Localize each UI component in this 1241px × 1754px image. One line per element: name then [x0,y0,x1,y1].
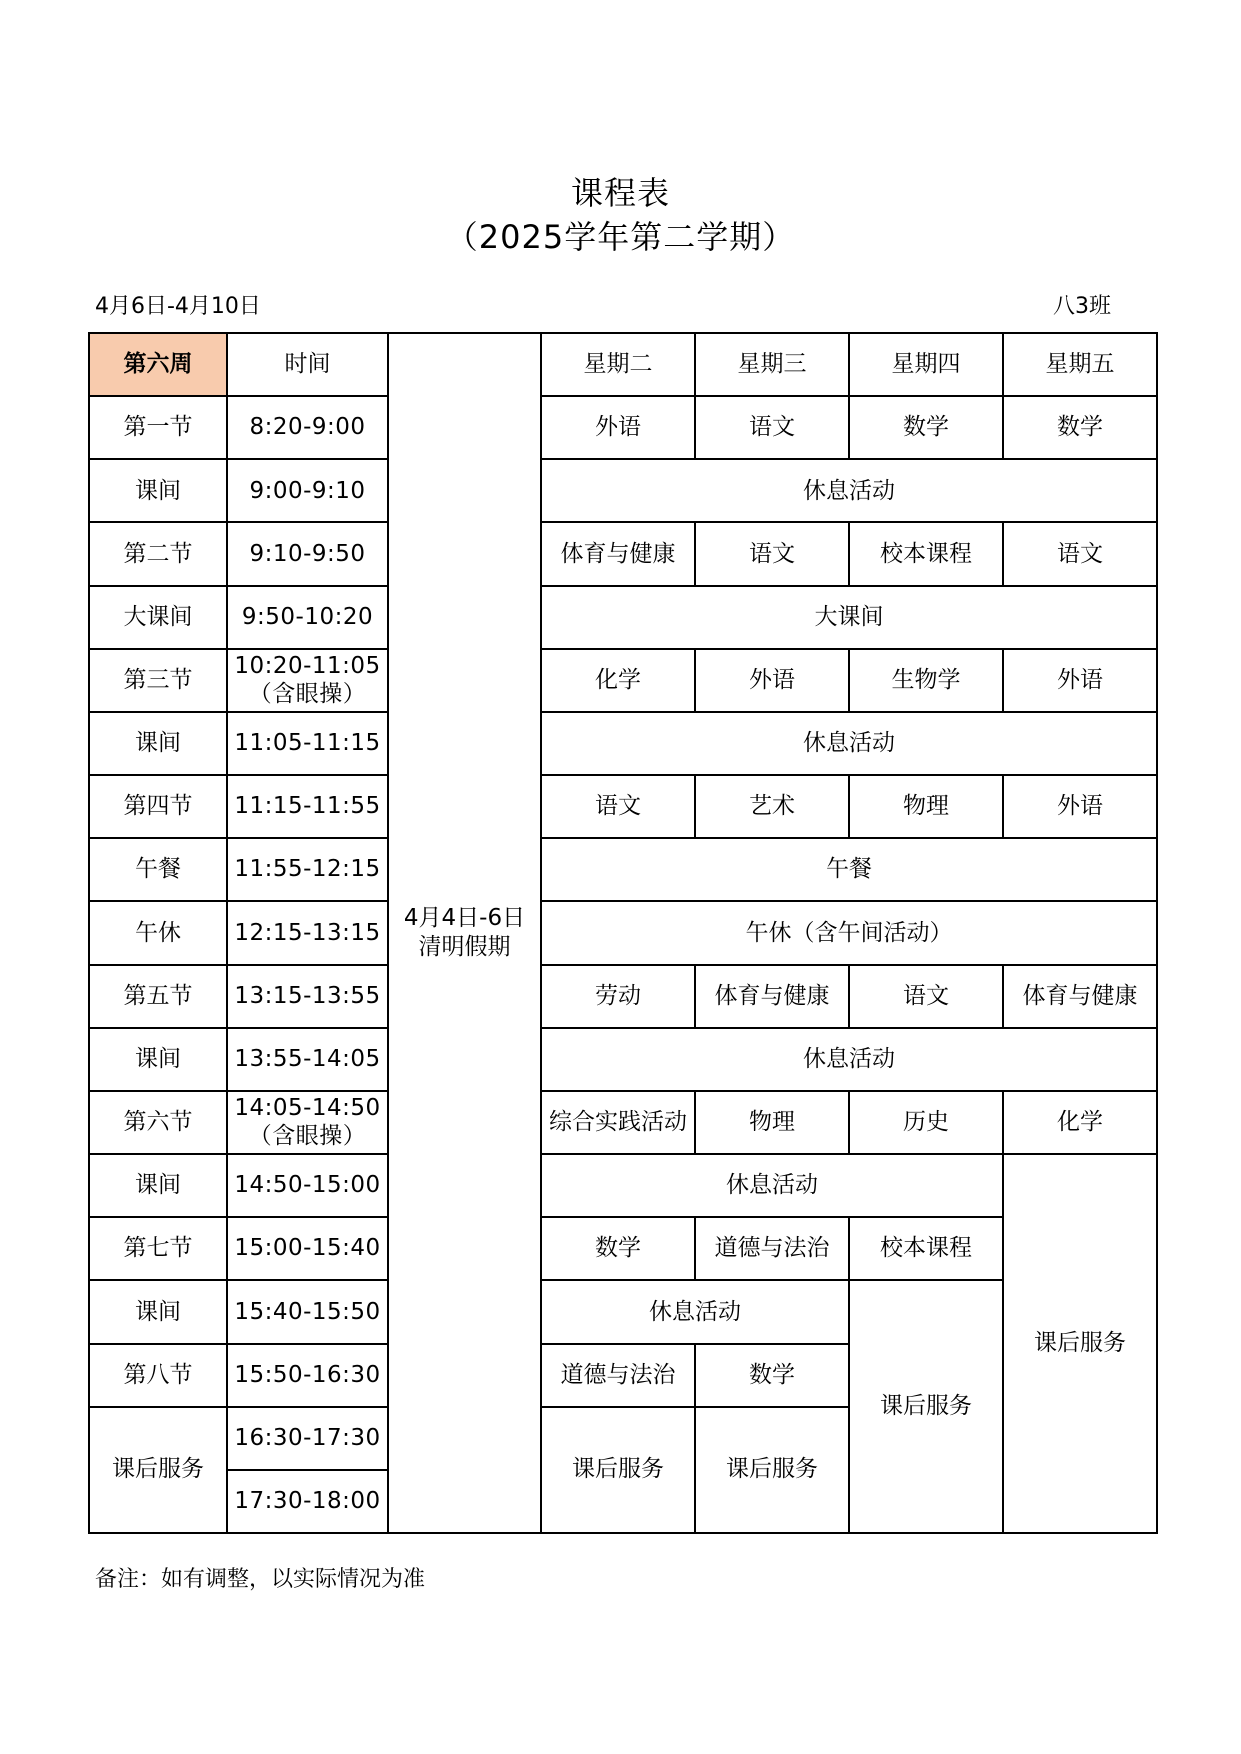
class-name: 八3班 [1053,294,1111,319]
period-time: 14:50-15:00 [227,1154,388,1217]
course-cell: 综合实践活动 [541,1091,695,1154]
after-school-service-cell: 课后服务 [695,1407,849,1533]
date-range: 4月6日-4月10日 [95,294,261,319]
period-label: 课间 [89,1028,227,1091]
period-time [227,1091,388,1154]
merged-activity-cell: 休息活动 [541,1028,1157,1091]
period-time-range: 10:20-11:05 [234,652,381,679]
table-row [89,712,1157,775]
course-cell: 校本课程 [849,1217,1003,1280]
merged-activity-cell: 休息活动 [541,459,1157,522]
period-time: 13:15-13:55 [227,965,388,1028]
table-row [89,1028,1157,1091]
table-row [89,775,1157,838]
merged-activity-cell: 大课间 [541,586,1157,649]
period-time: 15:40-15:50 [227,1280,388,1343]
course-cell: 数学 [695,1344,849,1407]
period-time: 11:05-11:15 [227,712,388,775]
period-time: 9:10-9:50 [227,522,388,585]
period-label: 第六节 [89,1091,227,1154]
table-row [89,1091,1157,1154]
course-cell: 外语 [1003,649,1157,712]
period-time-note: （含眼操） [248,1123,367,1150]
period-label: 第一节 [89,396,227,459]
period-time [227,649,388,712]
course-cell: 语文 [695,396,849,459]
table-row [89,522,1157,585]
merged-activity-cell: 休息活动 [541,712,1157,775]
after-school-service-cell: 课后服务 [541,1407,695,1533]
day-header: 星期四 [849,333,1003,396]
period-time: 12:15-13:15 [227,901,388,964]
course-cell: 化学 [541,649,695,712]
course-cell: 数学 [849,396,1003,459]
period-label: 课间 [89,1280,227,1343]
table-row [89,1280,1157,1343]
course-cell: 物理 [695,1091,849,1154]
period-label: 第七节 [89,1217,227,1280]
period-time: 16:30-17:30 [227,1407,388,1470]
page-subtitle: （2025学年第二学期） [445,218,796,256]
course-cell: 外语 [1003,775,1157,838]
course-cell: 外语 [541,396,695,459]
table-row [89,965,1157,1028]
merged-activity-cell: 午餐 [541,838,1157,901]
period-label: 第四节 [89,775,227,838]
course-cell: 体育与健康 [695,965,849,1028]
course-cell: 体育与健康 [541,522,695,585]
after-school-service-cell: 课后服务 [1003,1154,1157,1533]
period-label: 午休 [89,901,227,964]
period-time: 11:55-12:15 [227,838,388,901]
merged-activity-cell: 休息活动 [541,1280,849,1343]
course-cell: 数学 [541,1217,695,1280]
course-cell: 道德与法治 [541,1344,695,1407]
table-row [89,1217,1157,1280]
course-cell: 道德与法治 [695,1217,849,1280]
table-row [89,649,1157,712]
period-time: 9:00-9:10 [227,459,388,522]
course-cell: 校本课程 [849,522,1003,585]
course-cell: 语文 [541,775,695,838]
period-label: 大课间 [89,586,227,649]
day-header: 星期二 [541,333,695,396]
course-cell: 语文 [1003,522,1157,585]
period-label: 课间 [89,459,227,522]
period-time: 17:30-18:00 [227,1470,388,1533]
table-header-row [89,333,1157,396]
course-cell: 历史 [849,1091,1003,1154]
period-label: 课间 [89,1154,227,1217]
week-label: 第六周 [89,333,227,396]
course-cell: 化学 [1003,1091,1157,1154]
day-header: 星期五 [1003,333,1157,396]
footer-note: 备注：如有调整，以实际情况为准 [95,1567,426,1592]
table-row [89,396,1157,459]
course-cell: 语文 [849,965,1003,1028]
period-time-range: 14:05-14:50 [234,1094,381,1121]
table-row [89,459,1157,522]
course-cell: 外语 [695,649,849,712]
period-time: 9:50-10:20 [227,586,388,649]
course-cell: 生物学 [849,649,1003,712]
period-label: 第八节 [89,1344,227,1407]
period-label: 午餐 [89,838,227,901]
course-cell: 体育与健康 [1003,965,1157,1028]
holiday-dates: 4月4日-6日 [403,905,526,932]
time-header: 时间 [227,333,388,396]
period-label: 第五节 [89,965,227,1028]
period-time: 8:20-9:00 [227,396,388,459]
holiday-column [388,333,541,1533]
merged-activity-cell: 午休（含午间活动） [541,901,1157,964]
after-school-service-cell: 课后服务 [849,1280,1003,1533]
page-title: 课程表 [570,174,670,212]
holiday-name: 清明假期 [418,934,511,960]
period-label: 第三节 [89,649,227,712]
table-row [89,838,1157,901]
period-time: 15:50-16:30 [227,1344,388,1407]
period-label: 课后服务 [89,1407,227,1533]
period-label: 第二节 [89,522,227,585]
day-header: 星期三 [695,333,849,396]
period-time: 11:15-11:55 [227,775,388,838]
course-cell: 数学 [1003,396,1157,459]
period-label: 课间 [89,712,227,775]
table-row [89,586,1157,649]
merged-activity-cell: 休息活动 [541,1154,1003,1217]
period-time: 13:55-14:05 [227,1028,388,1091]
table-row [89,1154,1157,1217]
course-cell: 劳动 [541,965,695,1028]
timetable [88,332,1158,1534]
course-cell: 语文 [695,522,849,585]
period-time: 15:00-15:40 [227,1217,388,1280]
period-time-note: （含眼操） [248,681,367,708]
course-cell: 艺术 [695,775,849,838]
course-cell: 物理 [849,775,1003,838]
table-row [89,901,1157,964]
